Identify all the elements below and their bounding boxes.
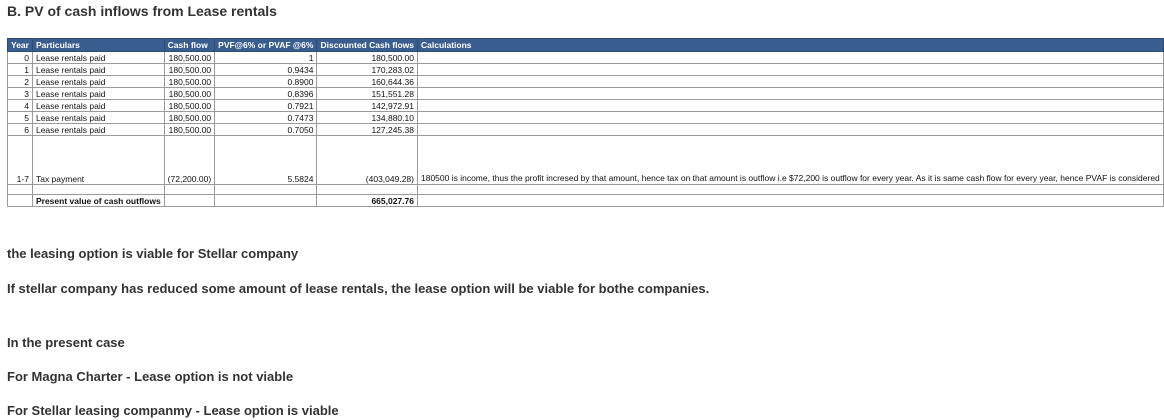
lease-rentals-table <box>7 38 1164 207</box>
cell-year: 1 <box>8 64 33 76</box>
table-row <box>8 64 1164 76</box>
cell-calculation-note: 180500 is income, thus the profit incresed by that amount, hence tax on that amount is outflow i.e $72,200 is outflow for every year. As it is same cash flow for every year, hence PVAF is considered <box>417 136 1163 185</box>
cell-year: 5 <box>8 112 33 124</box>
table-row <box>8 76 1164 88</box>
cell-empty <box>417 195 1163 207</box>
cell-pvf: 0.7050 <box>215 124 317 136</box>
cell-cash-flow: 180,500.00 <box>164 64 214 76</box>
cell-pvf: 0.8396 <box>215 88 317 100</box>
cell-discounted: 142,972.91 <box>317 100 418 112</box>
cell-year: 6 <box>8 124 33 136</box>
cell-particulars: Lease rentals paid <box>32 76 164 88</box>
cell-empty <box>8 185 33 195</box>
cell-cash-flow: 180,500.00 <box>164 52 214 64</box>
cell-particulars: Lease rentals paid <box>32 124 164 136</box>
total-value: 665,027.76 <box>317 195 418 207</box>
cell-calculation <box>417 64 1163 76</box>
cell-cash-flow: 180,500.00 <box>164 112 214 124</box>
conclusion-paragraph: For Stellar leasing companmy - Lease option is viable <box>7 403 339 418</box>
header-calculations: Calculations <box>417 39 1163 52</box>
tax-payment-row <box>8 136 1164 185</box>
cell-empty <box>317 185 418 195</box>
cell-particulars: Lease rentals paid <box>32 112 164 124</box>
header-discounted: Discounted Cash flows <box>317 39 418 52</box>
section-heading: B. PV of cash inflows from Lease rentals <box>7 3 277 19</box>
cell-discounted: 180,500.00 <box>317 52 418 64</box>
header-pvf: PVF@6% or PVAF @6% <box>215 39 317 52</box>
table-row <box>8 100 1164 112</box>
cell-calculation <box>417 100 1163 112</box>
table-header-row <box>8 39 1164 52</box>
cell-cash-flow: 180,500.00 <box>164 76 214 88</box>
cell-calculation <box>417 76 1163 88</box>
conclusion-paragraph: In the present case <box>7 335 125 350</box>
cell-year: 1-7 <box>8 136 33 185</box>
cell-year: 0 <box>8 52 33 64</box>
cell-empty <box>164 195 214 207</box>
table-row <box>8 124 1164 136</box>
cell-particulars: Lease rentals paid <box>32 52 164 64</box>
cell-empty <box>417 185 1163 195</box>
table-row <box>8 112 1164 124</box>
cell-pvf: 0.8900 <box>215 76 317 88</box>
cell-empty <box>215 185 317 195</box>
cell-particulars: Lease rentals paid <box>32 100 164 112</box>
cell-cash-flow: (72,200.00) <box>164 136 214 185</box>
conclusion-paragraph: If stellar company has reduced some amount of lease rentals, the lease option will be viable for bothe companies. <box>7 281 710 296</box>
conclusion-paragraph: For Magna Charter - Lease option is not viable <box>7 369 294 384</box>
cell-discounted: 134,880.10 <box>317 112 418 124</box>
cell-particulars: Lease rentals paid <box>32 64 164 76</box>
cell-pvf: 5.5824 <box>215 136 317 185</box>
cell-calculation <box>417 52 1163 64</box>
header-year: Year <box>8 39 33 52</box>
cell-discounted: (403,049.28) <box>317 136 418 185</box>
cell-empty <box>164 185 214 195</box>
table-row <box>8 52 1164 64</box>
cell-empty <box>32 185 164 195</box>
cell-empty <box>8 195 33 207</box>
cell-year: 3 <box>8 88 33 100</box>
cell-calculation <box>417 124 1163 136</box>
conclusion-paragraph: the leasing option is viable for Stellar company <box>7 246 299 261</box>
header-particulars: Particulars <box>32 39 164 52</box>
cell-cash-flow: 180,500.00 <box>164 124 214 136</box>
cell-discounted: 160,644.36 <box>317 76 418 88</box>
cell-particulars: Tax payment <box>32 136 164 185</box>
cell-pvf: 0.9434 <box>215 64 317 76</box>
cell-cash-flow: 180,500.00 <box>164 88 214 100</box>
total-row <box>8 195 1164 207</box>
table-row <box>8 88 1164 100</box>
cell-discounted: 151,551.28 <box>317 88 418 100</box>
cell-year: 4 <box>8 100 33 112</box>
cell-cash-flow: 180,500.00 <box>164 100 214 112</box>
cell-pvf: 0.7921 <box>215 100 317 112</box>
cell-calculation <box>417 112 1163 124</box>
cell-pvf: 1 <box>215 52 317 64</box>
header-cash-flow: Cash flow <box>164 39 214 52</box>
cell-particulars: Lease rentals paid <box>32 88 164 100</box>
cell-year: 2 <box>8 76 33 88</box>
cell-discounted: 127,245.38 <box>317 124 418 136</box>
cell-discounted: 170,283.02 <box>317 64 418 76</box>
cell-empty <box>215 195 317 207</box>
blank-row <box>8 185 1164 195</box>
cell-pvf: 0.7473 <box>215 112 317 124</box>
cell-calculation <box>417 88 1163 100</box>
total-label: Present value of cash outflows <box>32 195 164 207</box>
